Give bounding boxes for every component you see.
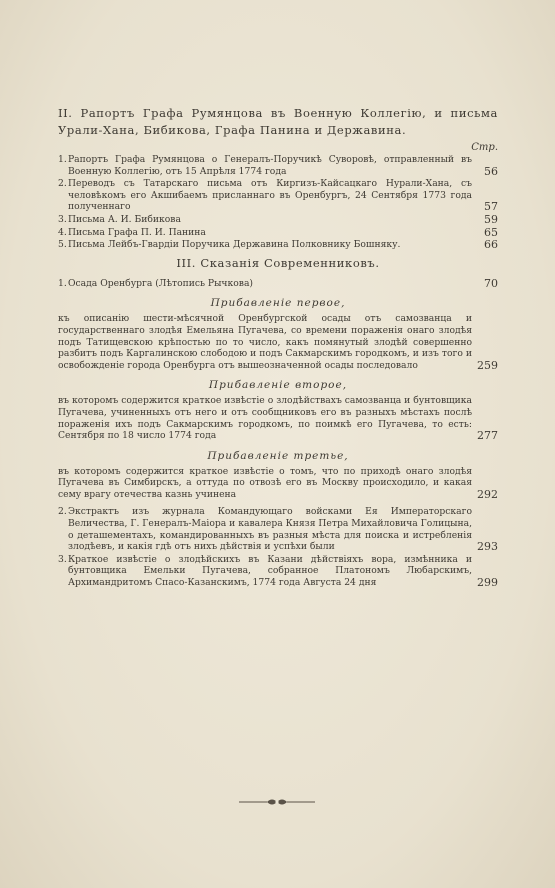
entry-page: 299 (477, 576, 498, 590)
toc-entry (58, 154, 498, 177)
table-of-contents (58, 105, 498, 590)
entry-number: 2. (58, 506, 67, 518)
entry-page: 66 (484, 238, 498, 252)
entry-text: Переводъ съ Татарскаго письма отъ Киргизъ-Кайсацкаго Нурали-Хана, съ человѣкомъ его Акшибаемъ присланнаго въ Оренбургъ, 24 Сентября 1773 года полученнаго (68, 178, 472, 213)
entry-text: Письма Графа П. И. Панина (68, 226, 206, 238)
entry-page: 65 (484, 225, 498, 239)
supplement-heading: Прибавленіе второе, (208, 379, 348, 392)
toc-entry (58, 214, 498, 226)
entry-number: 1. (58, 154, 67, 165)
supplement-heading: Прибавленіе третье, (207, 449, 349, 462)
entry-number: 5. (58, 239, 67, 251)
entry-page: 259 (477, 358, 498, 372)
supplement-entry (58, 466, 498, 501)
page-column-label: Стр. (471, 142, 498, 153)
entry-number: 4. (58, 226, 67, 238)
supplement-text: въ которомъ содержится краткое извѣстіе о томъ, что по приходѣ онаго злодѣя Пугачева въ Симбирскъ, а оттуда по отвозѣ его въ Москву происходило, и какая сему врагу отечества казнь учинена (58, 465, 472, 500)
entry-text: Рапортъ Графа Румянцова о Генералъ-Поручикѣ Суворовѣ, отправленный въ Военную Коллегію, отъ 15 Апрѣля 1774 года (68, 154, 472, 177)
toc-entry (58, 227, 498, 239)
entry-page: 59 (484, 212, 498, 226)
section-2-title: II. Рапортъ Графа Румянцова въ Военную Коллегію, и письма Урали-Хана, Бибикова, Графа Панина и Державина. (58, 106, 498, 137)
toc-entry (58, 278, 498, 290)
entry-text: Письма Лейбъ-Гвардіи Поручика Державина Полковнику Бошняку. (68, 239, 401, 251)
entry-page: 292 (477, 487, 498, 501)
supplement-text: къ описанію шести-мѣсячной Оренбургской осады отъ самозванца и государственнаго злодѣя Емельяна Пугачева, со времени пораженія онаго злодѣя подъ Татищевскою крѣпостью по то число, какъ помянутый злодѣй совершенно разбитъ подъ Каргалинскою слободою и подъ Сакмарскимъ городкомъ, и изъ того и освобожденіе города Оренбурга отъ вышеозначенной осады последовало (58, 313, 472, 371)
entry-page: 56 (484, 164, 498, 178)
supplement-text: въ которомъ содержится краткое извѣстіе о злодѣйствахъ самозванца и бунтовщика Пугачева, учиненныхъ отъ него и отъ сообщниковъ его въ разныхъ мѣстахъ послѣ пораженія ихъ подъ Сакмарскимъ городкомъ, по поимкѣ его Пугачева, то есть: Сентября по 18 число 1774 года (58, 395, 472, 442)
supplement-entry (58, 395, 498, 441)
entry-number: 2. (58, 178, 67, 190)
toc-entry (58, 178, 498, 213)
toc-entry (58, 506, 498, 552)
entry-page: 57 (484, 200, 498, 214)
toc-entry (58, 239, 498, 251)
entry-page: 70 (484, 276, 498, 290)
entry-page: 293 (477, 540, 498, 554)
entry-number: 3. (58, 213, 67, 225)
entry-text: Краткое извѣстіе о злодѣйскихъ въ Казани дѣйствіяхъ вора, измѣнника и бунтовщика Емельки Пугачева, собранное Платономъ Любарскимъ, Архимандритомъ Спасо-Казанскимъ, 1774 года Августа 24 дня (68, 553, 472, 589)
entry-page: 277 (477, 429, 498, 443)
supplement-entry (58, 313, 498, 371)
entry-text: Письма А. И. Бибикова (68, 213, 181, 225)
supplement-heading: Прибавленіе первое, (210, 297, 346, 310)
entry-number: 3. (58, 553, 67, 565)
entry-text: Осада Оренбурга (Лѣтопись Рычкова) (68, 277, 254, 289)
section-3-title: III. Сказанія Современниковъ. (176, 255, 380, 270)
entry-number: 1. (58, 277, 67, 289)
toc-entry (58, 554, 498, 589)
ornament-divider-icon (237, 796, 317, 808)
entry-text: Экстрактъ изъ журнала Командующаго войсками Ея Императорскаго Величества, Г. Генералъ-Маіора и кавалера Князя Петра Михайловича Голицына, о деташементахъ, командированныхъ въ разныя мѣста для поиска и истребленія злодѣевъ, и какія гдѣ отъ нихъ дѣйствія и успѣхи были (68, 506, 472, 553)
